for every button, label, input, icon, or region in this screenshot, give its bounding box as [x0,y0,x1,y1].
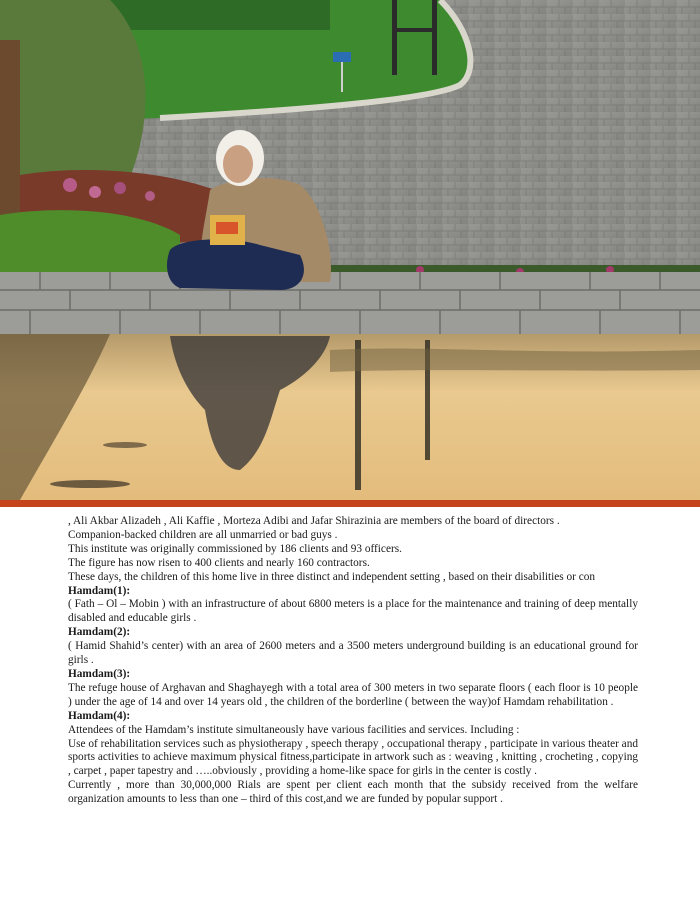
text-line: This institute was originally commissioned by 186 clients and 93 officers. [68,542,402,555]
section-paragraph-hamdam-1: ( Fath – Ol – Mobin ) with an infrastructure of about 6800 meters is a place for the maintenance and training of deep mentally disabled and educable girls . [68,598,638,625]
section-paragraph-hamdam-2: ( Hamid Shahid’s center) with an area of 2600 meters and a 3500 meters underground building is an educational ground for girls . [68,640,638,667]
section-heading-hamdam-2: Hamdam(2): [68,626,131,639]
text-line: , Ali Akbar Alizadeh , Ali Kaffie , Morteza Adibi and Jafar Shirazinia are members of the board of directors . [68,515,560,527]
section-heading-hamdam-1: Hamdam(1): [68,584,131,597]
section-paragraph-hamdam-3: The refuge house of Arghavan and Shaghayegh with a total area of 300 meters in two separate floors ( each floor is 10 people ) under the age of 14 and over 14 years old , the children of the borderline ( between the way)of Hamdam rehabilitation . [68,681,638,708]
photo-accent-border [0,500,700,507]
section-paragraph-hamdam-4-services: Use of rehabilitation services such as physiotherapy , speech therapy , occupational therapy , participate in various theater and sports activities to achieve maximum physical fitness,participate in artwork such as : weaving , knitting , crocheting , copying , carpet , paper tapestry and …..obviously , providing a home-like space for girls in the center is costly . [68,737,638,778]
section-heading-hamdam-4: Hamdam(4): [68,709,131,722]
article-body [68,515,638,807]
stone-edge [0,272,700,334]
text-line: The figure has now risen to 400 clients and nearly 160 contractors. [68,556,370,569]
text-line: Companion-backed children are all unmarried or bad guys . [68,528,338,541]
text-line: These days, the children of this home live in three distinct and independent setting , based on their disabilities or con [68,570,596,583]
funding-paragraph: Currently , more than 30,000,000 Rials are spent per client each month that the subsidy received from the welfare organization amounts to less than one – third of this cost,and we are funded by popular support . [68,779,638,806]
section-paragraph-hamdam-4-intro: Attendees of the Hamdam’s institute simultaneously have various facilities and services. Including : [68,723,520,736]
section-heading-hamdam-3: Hamdam(3): [68,667,131,680]
